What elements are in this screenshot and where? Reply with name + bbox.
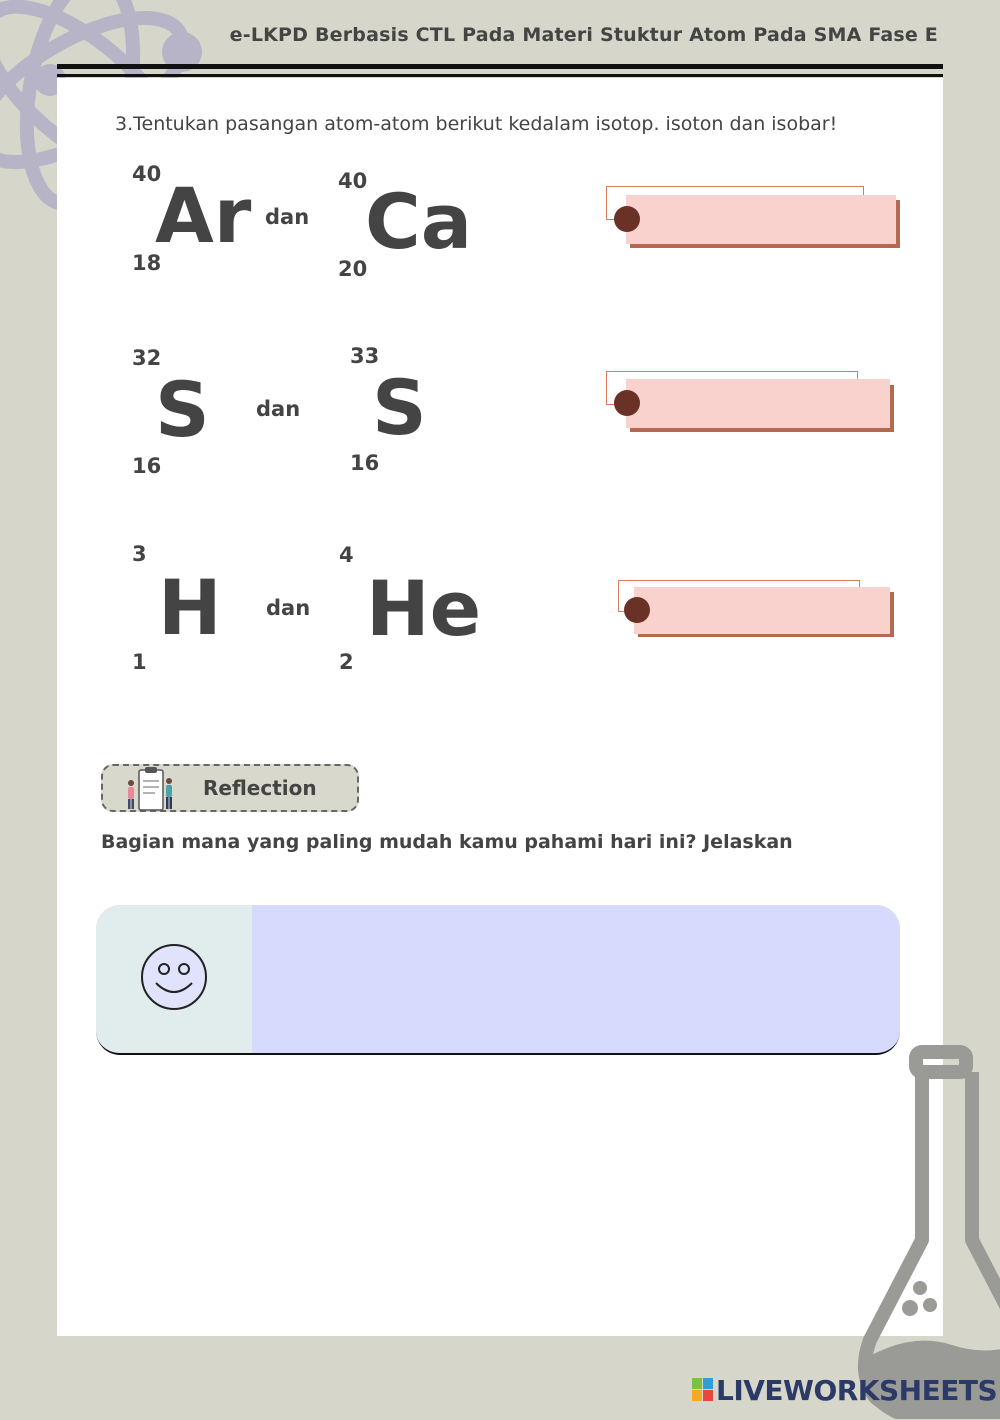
mass-number: 3 <box>132 542 147 566</box>
answer-input[interactable] <box>634 587 890 634</box>
joiner-text: dan <box>266 596 311 620</box>
mass-number: 40 <box>132 162 162 186</box>
smiley-icon <box>140 943 208 1011</box>
mass-number: 4 <box>339 543 354 567</box>
header-title: e-LKPD Berbasis CTL Pada Materi Stuktur Atom Pada SMA Fase E <box>229 24 938 46</box>
element-symbol: He <box>366 564 482 653</box>
mass-number: 33 <box>350 344 380 368</box>
bullet-dot-icon <box>624 597 650 623</box>
question-text: 3.Tentukan pasangan atom-atom berikut kedalam isotop. isoton dan isobar! <box>115 113 838 135</box>
atomic-number: 18 <box>132 251 162 275</box>
bullet-dot-icon <box>614 390 640 416</box>
reflection-question: Bagian mana yang paling mudah kamu pahami hari ini? Jelaskan <box>101 831 793 853</box>
atomic-number: 16 <box>350 451 380 475</box>
reflection-badge <box>101 764 359 812</box>
bullet-dot-icon <box>614 206 640 232</box>
joiner-text: dan <box>256 397 301 421</box>
liveworksheets-watermark <box>692 1374 997 1407</box>
element-symbol: S <box>155 365 210 454</box>
element-symbol: Ca <box>365 177 473 266</box>
worksheet-page <box>57 78 943 1336</box>
mass-number: 32 <box>132 346 162 370</box>
mass-number: 40 <box>338 169 368 193</box>
element-symbol: Ar <box>155 171 252 260</box>
answer-input[interactable] <box>626 195 896 244</box>
header-rule <box>57 64 943 69</box>
element-symbol: S <box>372 363 427 452</box>
atomic-number: 1 <box>132 650 147 674</box>
header-rule <box>57 74 943 77</box>
reflection-answer-box <box>96 905 900 1055</box>
atomic-number: 20 <box>338 257 368 281</box>
reflection-label: Reflection <box>203 776 317 800</box>
watermark-text: LIVEWORKSHEETS <box>716 1374 998 1407</box>
atomic-number: 16 <box>132 454 162 478</box>
liveworksheets-logo-icon <box>692 1378 714 1402</box>
atomic-number: 2 <box>339 650 354 674</box>
reflection-answer-input[interactable] <box>252 905 900 1053</box>
clipboard-people-icon <box>125 767 175 813</box>
flask-icon <box>852 1040 1000 1420</box>
reflection-icon-panel <box>96 905 252 1053</box>
answer-input[interactable] <box>626 379 890 428</box>
element-symbol: H <box>158 563 222 652</box>
joiner-text: dan <box>265 205 310 229</box>
